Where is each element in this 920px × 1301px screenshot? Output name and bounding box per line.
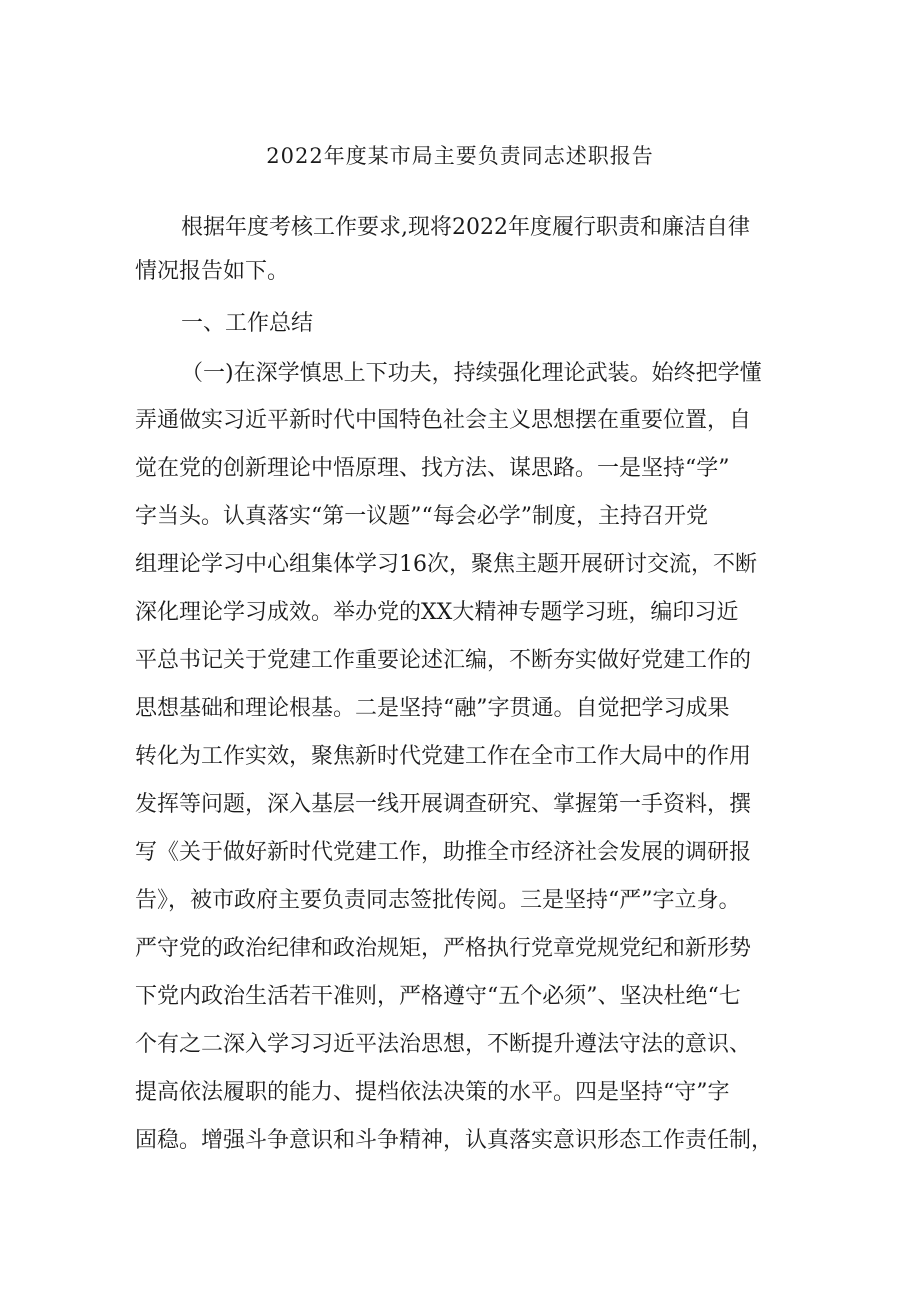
document-title: 2022年度某市局主要负责同志述职报告 — [266, 144, 654, 168]
body-line: 提高依法履职的能力、提档依法决策的水平。四是坚持“守”字 — [135, 1080, 730, 1105]
body-line: 发挥等问题，深入基层一线开展调查研究、掌握第一手资料，撰 — [135, 792, 752, 817]
body-line: 思想基础和理论根基。二是坚持“融”字贯通。自觉把学习成果 — [135, 696, 730, 721]
body-line: 固稳。增强斗争意识和斗争精神，认真落实意识形态工作责任制， — [135, 1128, 774, 1153]
body-line: 深化理论学习成效。举办党的XX大精神专题学习班，编印习近 — [135, 600, 739, 625]
body-line: 个有之二深入学习习近平法治思想，不断提升遵法守法的意识、 — [135, 1032, 752, 1057]
body-line: 写《关于做好新时代党建工作，助推全市经济社会发展的调研报 — [135, 840, 752, 865]
intro-line: 根据年度考核工作要求,现将2022年度履行职责和廉洁自律 — [181, 215, 750, 240]
body-line: 转化为工作实效，聚焦新时代党建工作在全市工作大局中的作用 — [135, 744, 752, 769]
body-line: 字当头。认真落实“第一议题”“每会必学”制度，主持召开党 — [135, 504, 708, 529]
body-line: 告》，被市政府主要负责同志签批传阅。三是坚持“严”字立身。 — [135, 888, 741, 913]
body-line: 弄通做实习近平新时代中国特色社会主义思想摆在重要位置，自 — [135, 408, 752, 433]
body-line: 下党内政治生活若干准则，严格遵守“五个必须”、坚决杜绝“七 — [135, 984, 741, 1009]
body-line: 觉在党的创新理论中悟原理、找方法、谋思路。一是坚持“学” — [135, 456, 730, 481]
body-line: 严守党的政治纪律和政治规矩，严格执行党章党规党纪和新形势 — [135, 936, 752, 961]
body-line: （一)在深学慎思上下功夫，持续强化理论武装。始终把学懂 — [181, 361, 762, 386]
body-line: 组理论学习中心组集体学习16次，聚焦主题开展研讨交流，不断 — [135, 552, 757, 577]
section-heading: 一、工作总结 — [181, 311, 314, 336]
body-line: 平总书记关于党建工作重要论述汇编，不断夯实做好党建工作的 — [135, 648, 752, 673]
intro-line: 情况报告如下。 — [135, 259, 290, 284]
